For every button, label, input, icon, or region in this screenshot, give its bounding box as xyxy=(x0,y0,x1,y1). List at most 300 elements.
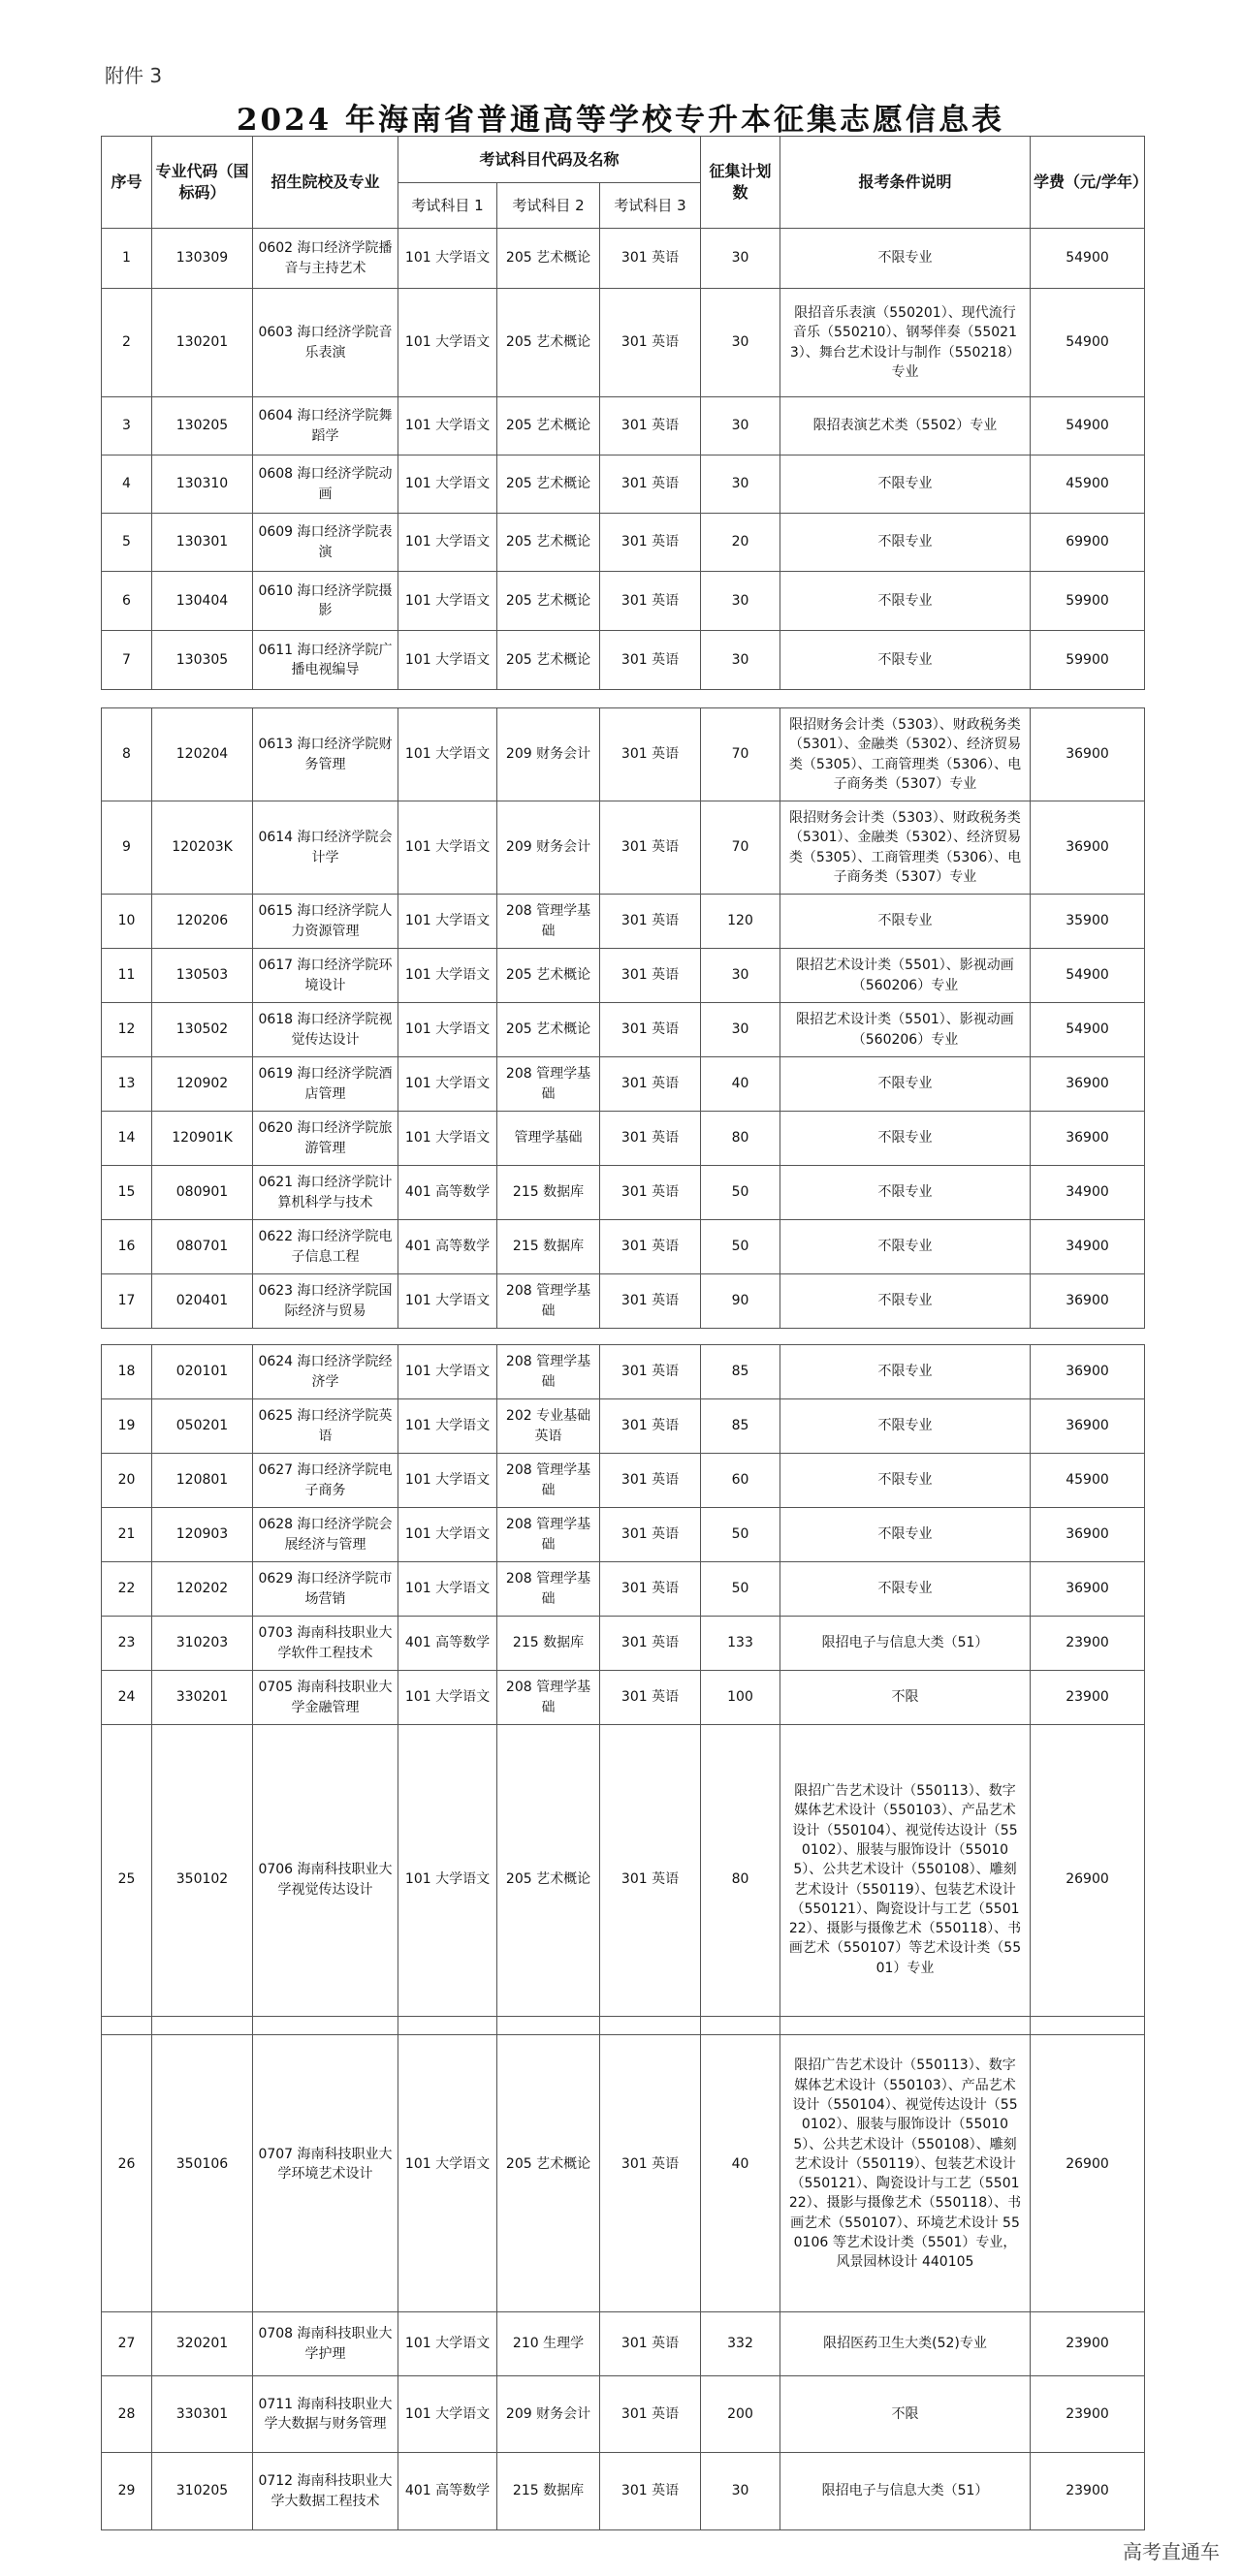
watermark-text: 高考直通车 xyxy=(1123,2540,1220,2563)
row-school-major: 0627 海口经济学院电子商务 xyxy=(253,1454,398,1508)
row-subject1: 101 大学语文 xyxy=(398,2017,497,2312)
row-subject2: 205 艺术概论 xyxy=(497,572,600,631)
table-row xyxy=(102,514,1145,572)
row-subject3: 301 英语 xyxy=(600,1220,701,1274)
row-code: 130201 xyxy=(152,289,253,397)
row-code: 130502 xyxy=(152,1003,253,1057)
row-code: 330301 xyxy=(152,2376,253,2453)
row-subject1: 101 大学语文 xyxy=(398,397,497,456)
table-row xyxy=(102,2453,1145,2530)
row-subject2: 210 生理学 xyxy=(497,2312,600,2376)
row-tuition: 36900 xyxy=(1031,801,1145,895)
row-tuition: 45900 xyxy=(1031,456,1145,514)
row-subject3: 301 英语 xyxy=(600,1112,701,1166)
row-subject2: 208 管理学基础 xyxy=(497,1057,600,1112)
row-subject2: 205 艺术概论 xyxy=(497,1725,600,2035)
table-row xyxy=(102,289,1145,397)
row-subject1: 401 高等数学 xyxy=(398,1166,497,1220)
row-school-major: 0705 海南科技职业大学金融管理 xyxy=(253,1671,398,1725)
row-code: 320201 xyxy=(152,2312,253,2376)
row-code: 120204 xyxy=(152,708,253,801)
row-seq: 20 xyxy=(102,1454,152,1508)
row-subject3: 301 英语 xyxy=(600,2017,701,2312)
row-conditions: 不限专业 xyxy=(780,1057,1031,1112)
row-code: 120903 xyxy=(152,1508,253,1562)
row-school-major: 0609 海口经济学院表演 xyxy=(253,514,398,572)
table-section-2 xyxy=(101,707,1145,1329)
row-subject1: 101 大学语文 xyxy=(398,1399,497,1454)
row-tuition: 36900 xyxy=(1031,1508,1145,1562)
row-subject1: 101 大学语文 xyxy=(398,289,497,397)
row-conditions: 限招医药卫生大类(52)专业 xyxy=(780,2312,1031,2376)
row-subject1: 101 大学语文 xyxy=(398,1508,497,1562)
row-plan: 70 xyxy=(701,801,780,895)
attachment-label: 附件 3 xyxy=(105,64,163,87)
row-subject1: 101 大学语文 xyxy=(398,708,497,801)
row-tuition: 54900 xyxy=(1031,397,1145,456)
row-conditions: 不限专业 xyxy=(780,572,1031,631)
row-school-major: 0703 海南科技职业大学软件工程技术 xyxy=(253,1617,398,1671)
row-seq: 12 xyxy=(102,1003,152,1057)
row-code: 080901 xyxy=(152,1166,253,1220)
row-conditions: 不限专业 xyxy=(780,895,1031,949)
row-code: 020101 xyxy=(152,1345,253,1399)
row-subject1: 101 大学语文 xyxy=(398,895,497,949)
row-tuition: 54900 xyxy=(1031,1003,1145,1057)
header-subject1: 考试科目 1 xyxy=(398,183,497,229)
row-code: 120202 xyxy=(152,1562,253,1617)
row-seq: 7 xyxy=(102,631,152,690)
row-school-major: 0603 海口经济学院音乐表演 xyxy=(253,289,398,397)
row-subject3: 301 英语 xyxy=(600,1671,701,1725)
row-school-major: 0604 海口经济学院舞蹈学 xyxy=(253,397,398,456)
table-section-3 xyxy=(101,1344,1145,2035)
table-row xyxy=(102,2017,1145,2312)
row-conditions: 限招财务会计类（5303）、财政税务类（5301）、金融类（5302）、经济贸易类（5305）、工商管理类（5306）、电子商务类（5307）专业 xyxy=(780,708,1031,801)
row-code: 130301 xyxy=(152,514,253,572)
row-subject2: 208 管理学基础 xyxy=(497,1454,600,1508)
row-seq: 18 xyxy=(102,1345,152,1399)
row-subject1: 101 大学语文 xyxy=(398,229,497,289)
row-school-major: 0608 海口经济学院动画 xyxy=(253,456,398,514)
row-school-major: 0621 海口经济学院计算机科学与技术 xyxy=(253,1166,398,1220)
row-plan: 50 xyxy=(701,1166,780,1220)
table-row xyxy=(102,456,1145,514)
row-code: 310205 xyxy=(152,2453,253,2530)
row-subject1: 401 高等数学 xyxy=(398,2453,497,2530)
row-plan: 30 xyxy=(701,2453,780,2530)
table-row xyxy=(102,2376,1145,2453)
table-row xyxy=(102,229,1145,289)
table-row xyxy=(102,1345,1145,1399)
row-plan: 80 xyxy=(701,1112,780,1166)
row-plan: 60 xyxy=(701,1454,780,1508)
row-code: 130309 xyxy=(152,229,253,289)
row-subject1: 101 大学语文 xyxy=(398,949,497,1003)
table-row xyxy=(102,1399,1145,1454)
row-conditions: 不限专业 xyxy=(780,631,1031,690)
row-seq: 26 xyxy=(102,2017,152,2312)
row-plan: 30 xyxy=(701,229,780,289)
row-school-major: 0629 海口经济学院市场营销 xyxy=(253,1562,398,1617)
row-conditions: 限招艺术设计类（5501）、影视动画（560206）专业 xyxy=(780,1003,1031,1057)
row-code: 310203 xyxy=(152,1617,253,1671)
row-subject3: 301 英语 xyxy=(600,895,701,949)
row-subject2: 205 艺术概论 xyxy=(497,289,600,397)
row-school-major: 0602 海口经济学院播音与主持艺术 xyxy=(253,229,398,289)
table-row xyxy=(102,1562,1145,1617)
row-seq: 8 xyxy=(102,708,152,801)
row-subject2: 205 艺术概论 xyxy=(497,949,600,1003)
row-seq: 27 xyxy=(102,2312,152,2376)
row-school-major: 0618 海口经济学院视觉传达设计 xyxy=(253,1003,398,1057)
table-row xyxy=(102,397,1145,456)
row-seq: 21 xyxy=(102,1508,152,1562)
row-code: 350106 xyxy=(152,2017,253,2312)
row-conditions: 限招音乐表演（550201）、现代流行音乐（550210）、钢琴伴奏（550213）、舞台艺术设计与制作（550218）专业 xyxy=(780,289,1031,397)
row-plan: 200 xyxy=(701,2376,780,2453)
row-subject3: 301 英语 xyxy=(600,949,701,1003)
row-code: 020401 xyxy=(152,1274,253,1329)
document-title: 2024 年海南省普通高等学校专升本征集志愿信息表 xyxy=(236,103,1005,138)
row-conditions: 不限 xyxy=(780,1671,1031,1725)
row-subject2: 205 艺术概论 xyxy=(497,2017,600,2312)
row-plan: 40 xyxy=(701,2017,780,2312)
row-code: 050201 xyxy=(152,1399,253,1454)
row-conditions: 不限专业 xyxy=(780,1562,1031,1617)
table-row xyxy=(102,1220,1145,1274)
row-subject3: 301 英语 xyxy=(600,2453,701,2530)
row-tuition: 59900 xyxy=(1031,631,1145,690)
row-subject1: 101 大学语文 xyxy=(398,1725,497,2035)
row-school-major: 0708 海南科技职业大学护理 xyxy=(253,2312,398,2376)
row-school-major: 0711 海南科技职业大学大数据与财务管理 xyxy=(253,2376,398,2453)
row-plan: 50 xyxy=(701,1220,780,1274)
table-section-1 xyxy=(101,228,1145,690)
row-tuition: 36900 xyxy=(1031,1274,1145,1329)
row-tuition: 23900 xyxy=(1031,2312,1145,2376)
row-subject3: 301 英语 xyxy=(600,1562,701,1617)
row-seq: 5 xyxy=(102,514,152,572)
table-row xyxy=(102,708,1145,801)
row-school-major: 0614 海口经济学院会计学 xyxy=(253,801,398,895)
row-code: 120203K xyxy=(152,801,253,895)
header-table xyxy=(101,136,1148,229)
row-conditions: 限招广告艺术设计（550113）、数字媒体艺术设计（550103）、产品艺术设计（550104）、视觉传达设计（550102）、服装与服饰设计（550105）、公共艺术设计（550108）、雕刻艺术设计（550119）、包装艺术设计（550121）、陶瓷设计与工艺（550122）、摄影与摄像艺术（550118）、书画艺术（550107）等艺术设计类（5501）专业 xyxy=(780,1725,1031,2035)
header-tuition: 学费（元/学年） xyxy=(1031,137,1145,229)
row-school-major: 0625 海口经济学院英语 xyxy=(253,1399,398,1454)
row-tuition: 23900 xyxy=(1031,2376,1145,2453)
row-subject2: 208 管理学基础 xyxy=(497,1274,600,1329)
row-subject1: 101 大学语文 xyxy=(398,1057,497,1112)
row-subject2: 215 数据库 xyxy=(497,1166,600,1220)
row-subject1: 101 大学语文 xyxy=(398,514,497,572)
header-conditions: 报考条件说明 xyxy=(780,137,1031,229)
row-conditions: 不限专业 xyxy=(780,1399,1031,1454)
row-tuition: 36900 xyxy=(1031,1562,1145,1617)
row-subject2: 215 数据库 xyxy=(497,2453,600,2530)
row-subject3: 301 英语 xyxy=(600,289,701,397)
row-school-major: 0628 海口经济学院会展经济与管理 xyxy=(253,1508,398,1562)
row-seq: 15 xyxy=(102,1166,152,1220)
header-seq: 序号 xyxy=(102,137,152,229)
table-row xyxy=(102,631,1145,690)
table-row xyxy=(102,1508,1145,1562)
row-subject2: 209 财务会计 xyxy=(497,801,600,895)
row-code: 130503 xyxy=(152,949,253,1003)
row-tuition: 36900 xyxy=(1031,1057,1145,1112)
row-subject1: 101 大学语文 xyxy=(398,801,497,895)
row-tuition: 69900 xyxy=(1031,514,1145,572)
table-section-4 xyxy=(101,2016,1145,2530)
row-tuition: 23900 xyxy=(1031,1671,1145,1725)
table-row xyxy=(102,572,1145,631)
row-subject2: 205 艺术概论 xyxy=(497,514,600,572)
row-plan: 70 xyxy=(701,708,780,801)
row-subject3: 301 英语 xyxy=(600,1274,701,1329)
row-subject2: 管理学基础 xyxy=(497,1112,600,1166)
row-school-major: 0707 海南科技职业大学环境艺术设计 xyxy=(253,2017,398,2312)
row-conditions: 限招电子与信息大类（51） xyxy=(780,2453,1031,2530)
row-tuition: 54900 xyxy=(1031,949,1145,1003)
row-code: 120206 xyxy=(152,895,253,949)
row-seq: 14 xyxy=(102,1112,152,1166)
row-subject2: 215 数据库 xyxy=(497,1220,600,1274)
row-tuition: 45900 xyxy=(1031,1454,1145,1508)
row-plan: 133 xyxy=(701,1617,780,1671)
row-school-major: 0611 海口经济学院广播电视编导 xyxy=(253,631,398,690)
row-subject3: 301 英语 xyxy=(600,229,701,289)
table-row xyxy=(102,1617,1145,1671)
row-subject2: 208 管理学基础 xyxy=(497,1671,600,1725)
row-plan: 20 xyxy=(701,514,780,572)
row-subject2: 205 艺术概论 xyxy=(497,229,600,289)
row-tuition: 23900 xyxy=(1031,1617,1145,1671)
row-seq: 19 xyxy=(102,1399,152,1454)
row-conditions: 限招广告艺术设计（550113）、数字媒体艺术设计（550103）、产品艺术设计（550104）、视觉传达设计（550102）、服装与服饰设计（550105）、公共艺术设计（550108）、雕刻艺术设计（550119）、包装艺术设计（550121）、陶瓷设计与工艺（550122）、摄影与摄像艺术（550118）、书画艺术（550107）、环境艺术设计 550106 等艺术设计类（5501）专业，风景园林设计 440105 xyxy=(780,2017,1031,2312)
row-subject3: 301 英语 xyxy=(600,1508,701,1562)
table-row xyxy=(102,1725,1145,2035)
row-conditions: 不限专业 xyxy=(780,514,1031,572)
row-subject1: 401 高等数学 xyxy=(398,1617,497,1671)
row-seq: 25 xyxy=(102,1725,152,2035)
row-subject2: 209 财务会计 xyxy=(497,2376,600,2453)
row-subject1: 101 大学语文 xyxy=(398,1345,497,1399)
row-subject3: 301 英语 xyxy=(600,456,701,514)
row-school-major: 0623 海口经济学院国际经济与贸易 xyxy=(253,1274,398,1329)
row-tuition: 36900 xyxy=(1031,1112,1145,1166)
row-plan: 40 xyxy=(701,1057,780,1112)
table-row xyxy=(102,1112,1145,1166)
row-conditions: 不限专业 xyxy=(780,229,1031,289)
row-code: 130305 xyxy=(152,631,253,690)
row-subject1: 101 大学语文 xyxy=(398,572,497,631)
row-conditions: 不限专业 xyxy=(780,1112,1031,1166)
row-tuition: 23900 xyxy=(1031,2453,1145,2530)
row-subject3: 301 英语 xyxy=(600,708,701,801)
row-plan: 100 xyxy=(701,1671,780,1725)
row-subject2: 208 管理学基础 xyxy=(497,1345,600,1399)
row-subject2: 205 艺术概论 xyxy=(497,1003,600,1057)
row-tuition: 26900 xyxy=(1031,2017,1145,2312)
row-tuition: 36900 xyxy=(1031,1345,1145,1399)
row-conditions: 限招艺术设计类（5501）、影视动画（560206）专业 xyxy=(780,949,1031,1003)
row-code: 330201 xyxy=(152,1671,253,1725)
header-code: 专业代码（国标码） xyxy=(152,137,253,229)
row-subject3: 301 英语 xyxy=(600,631,701,690)
row-subject1: 101 大学语文 xyxy=(398,2312,497,2376)
row-tuition: 35900 xyxy=(1031,895,1145,949)
row-seq: 11 xyxy=(102,949,152,1003)
row-seq: 10 xyxy=(102,895,152,949)
row-plan: 30 xyxy=(701,456,780,514)
table-row xyxy=(102,1454,1145,1508)
row-subject2: 205 艺术概论 xyxy=(497,397,600,456)
row-conditions: 不限专业 xyxy=(780,1220,1031,1274)
row-tuition: 54900 xyxy=(1031,289,1145,397)
row-subject2: 202 专业基础英语 xyxy=(497,1399,600,1454)
row-subject2: 215 数据库 xyxy=(497,1617,600,1671)
row-code: 120901K xyxy=(152,1112,253,1166)
row-subject2: 208 管理学基础 xyxy=(497,895,600,949)
row-subject1: 401 高等数学 xyxy=(398,1220,497,1274)
row-subject3: 301 英语 xyxy=(600,397,701,456)
row-seq: 4 xyxy=(102,456,152,514)
row-plan: 30 xyxy=(701,572,780,631)
row-subject1: 101 大学语文 xyxy=(398,1671,497,1725)
row-subject1: 101 大学语文 xyxy=(398,1454,497,1508)
row-plan: 85 xyxy=(701,1345,780,1399)
row-conditions: 限招电子与信息大类（51） xyxy=(780,1617,1031,1671)
row-seq: 22 xyxy=(102,1562,152,1617)
row-subject2: 205 艺术概论 xyxy=(497,631,600,690)
table-row xyxy=(102,1057,1145,1112)
row-subject2: 208 管理学基础 xyxy=(497,1508,600,1562)
row-plan: 30 xyxy=(701,949,780,1003)
row-plan: 50 xyxy=(701,1562,780,1617)
row-subject2: 209 财务会计 xyxy=(497,708,600,801)
row-school-major: 0615 海口经济学院人力资源管理 xyxy=(253,895,398,949)
row-subject1: 101 大学语文 xyxy=(398,1562,497,1617)
row-code: 130310 xyxy=(152,456,253,514)
row-conditions: 限招财务会计类（5303）、财政税务类（5301）、金融类（5302）、经济贸易类（5305）、工商管理类（5306）、电子商务类（5307）专业 xyxy=(780,801,1031,895)
row-code: 120902 xyxy=(152,1057,253,1112)
row-code: 120801 xyxy=(152,1454,253,1508)
table-row xyxy=(102,895,1145,949)
row-subject1: 101 大学语文 xyxy=(398,1112,497,1166)
row-plan: 85 xyxy=(701,1399,780,1454)
row-school-major: 0712 海南科技职业大学大数据工程技术 xyxy=(253,2453,398,2530)
row-plan: 120 xyxy=(701,895,780,949)
row-subject3: 301 英语 xyxy=(600,1345,701,1399)
row-code: 350102 xyxy=(152,1725,253,2035)
row-conditions: 限招表演艺术类（5502）专业 xyxy=(780,397,1031,456)
row-seq: 2 xyxy=(102,289,152,397)
row-school-major: 0619 海口经济学院酒店管理 xyxy=(253,1057,398,1112)
row-subject3: 301 英语 xyxy=(600,2376,701,2453)
row-subject1: 101 大学语文 xyxy=(398,631,497,690)
row-school-major: 0610 海口经济学院摄影 xyxy=(253,572,398,631)
row-subject1: 101 大学语文 xyxy=(398,2376,497,2453)
row-plan: 80 xyxy=(701,1725,780,2035)
row-tuition: 36900 xyxy=(1031,1399,1145,1454)
row-seq: 9 xyxy=(102,801,152,895)
row-subject3: 301 英语 xyxy=(600,1617,701,1671)
row-subject3: 301 英语 xyxy=(600,2312,701,2376)
row-tuition: 54900 xyxy=(1031,229,1145,289)
row-conditions: 不限 xyxy=(780,2376,1031,2453)
row-subject2: 205 艺术概论 xyxy=(497,456,600,514)
row-plan: 30 xyxy=(701,289,780,397)
header-school-major: 招生院校及专业 xyxy=(253,137,398,229)
row-school-major: 0620 海口经济学院旅游管理 xyxy=(253,1112,398,1166)
table-row xyxy=(102,801,1145,895)
header-plan: 征集计划数 xyxy=(701,137,780,229)
row-code: 130404 xyxy=(152,572,253,631)
row-school-major: 0613 海口经济学院财务管理 xyxy=(253,708,398,801)
row-subject3: 301 英语 xyxy=(600,801,701,895)
row-seq: 6 xyxy=(102,572,152,631)
row-subject1: 101 大学语文 xyxy=(398,1003,497,1057)
row-school-major: 0622 海口经济学院电子信息工程 xyxy=(253,1220,398,1274)
table-row xyxy=(102,1166,1145,1220)
row-tuition: 26900 xyxy=(1031,1725,1145,2035)
row-subject3: 301 英语 xyxy=(600,514,701,572)
table-row xyxy=(102,2312,1145,2376)
row-school-major: 0624 海口经济学院经济学 xyxy=(253,1345,398,1399)
row-tuition: 59900 xyxy=(1031,572,1145,631)
row-conditions: 不限专业 xyxy=(780,1508,1031,1562)
row-subject3: 301 英语 xyxy=(600,572,701,631)
row-subject3: 301 英语 xyxy=(600,1003,701,1057)
row-tuition: 34900 xyxy=(1031,1220,1145,1274)
row-seq: 16 xyxy=(102,1220,152,1274)
row-seq: 23 xyxy=(102,1617,152,1671)
row-subject1: 101 大学语文 xyxy=(398,456,497,514)
row-subject3: 301 英语 xyxy=(600,1454,701,1508)
row-plan: 30 xyxy=(701,1003,780,1057)
row-seq: 17 xyxy=(102,1274,152,1329)
row-conditions: 不限专业 xyxy=(780,1166,1031,1220)
row-subject3: 301 英语 xyxy=(600,1166,701,1220)
row-code: 130205 xyxy=(152,397,253,456)
header-subjects-group: 考试科目代码及名称 xyxy=(398,137,701,183)
row-plan: 30 xyxy=(701,631,780,690)
row-tuition: 36900 xyxy=(1031,708,1145,801)
row-plan: 50 xyxy=(701,1508,780,1562)
row-subject3: 301 英语 xyxy=(600,1399,701,1454)
row-subject1: 101 大学语文 xyxy=(398,1274,497,1329)
row-plan: 90 xyxy=(701,1274,780,1329)
table-row xyxy=(102,1671,1145,1725)
row-conditions: 不限专业 xyxy=(780,1454,1031,1508)
header-subject2: 考试科目 2 xyxy=(497,183,600,229)
table-row xyxy=(102,949,1145,1003)
row-seq: 29 xyxy=(102,2453,152,2530)
row-seq: 13 xyxy=(102,1057,152,1112)
row-code: 080701 xyxy=(152,1220,253,1274)
table-row xyxy=(102,1003,1145,1057)
row-seq: 28 xyxy=(102,2376,152,2453)
header-subject3: 考试科目 3 xyxy=(600,183,701,229)
row-seq: 24 xyxy=(102,1671,152,1725)
row-plan: 30 xyxy=(701,397,780,456)
row-tuition: 34900 xyxy=(1031,1166,1145,1220)
row-subject2: 208 管理学基础 xyxy=(497,1562,600,1617)
table-row xyxy=(102,1274,1145,1329)
row-plan: 332 xyxy=(701,2312,780,2376)
row-school-major: 0617 海口经济学院环境设计 xyxy=(253,949,398,1003)
